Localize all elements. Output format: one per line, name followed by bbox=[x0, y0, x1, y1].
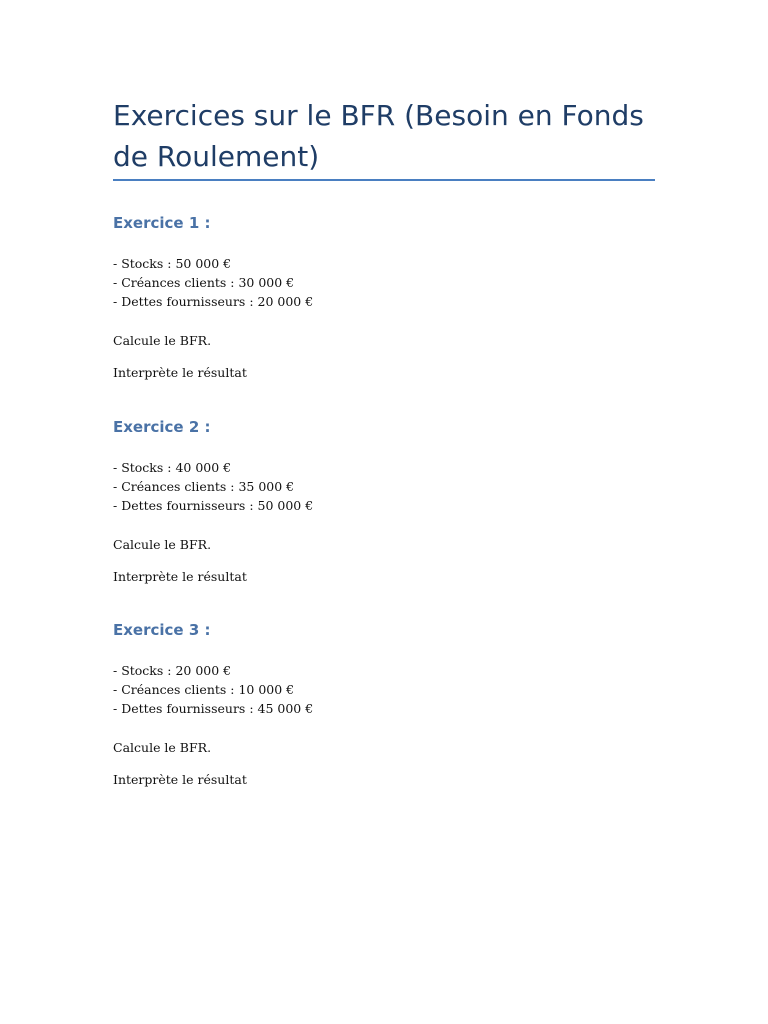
list-item: - Stocks : 50 000 € bbox=[113, 256, 232, 271]
exercise-heading: Exercice 3 : bbox=[113, 621, 211, 639]
list-item: - Dettes fournisseurs : 20 000 € bbox=[113, 294, 314, 310]
exercise-data-list bbox=[113, 458, 655, 516]
exercise-interpretation: Interprète le résultat bbox=[113, 568, 247, 584]
exercise-heading: Exercice 2 : bbox=[113, 418, 211, 436]
exercise-interpretation: Interprète le résultat bbox=[113, 364, 247, 380]
exercise-task: Calcule le BFR. bbox=[113, 739, 212, 755]
document-title: Exercices sur le BFR (Besoin en Fonds de Roulement) bbox=[113, 99, 644, 173]
exercise-heading: Exercice 1 : bbox=[113, 214, 211, 232]
list-item: - Dettes fournisseurs : 45 000 € bbox=[113, 701, 314, 717]
list-item: - Créances clients : 30 000 € bbox=[113, 275, 295, 291]
exercise-data-list bbox=[113, 661, 655, 719]
list-item: - Créances clients : 10 000 € bbox=[113, 682, 295, 698]
title-divider bbox=[113, 179, 655, 181]
list-item: - Dettes fournisseurs : 50 000 € bbox=[113, 498, 314, 514]
exercise-3 bbox=[113, 620, 655, 789]
list-item: - Stocks : 20 000 € bbox=[113, 663, 232, 678]
exercise-2 bbox=[113, 417, 655, 586]
exercise-1 bbox=[113, 213, 655, 382]
exercise-interpretation: Interprète le résultat bbox=[113, 771, 247, 787]
exercise-data-list bbox=[113, 254, 655, 312]
exercise-task: Calcule le BFR. bbox=[113, 536, 212, 552]
list-item: - Stocks : 40 000 € bbox=[113, 460, 232, 475]
list-item: - Créances clients : 35 000 € bbox=[113, 479, 295, 495]
exercise-task: Calcule le BFR. bbox=[113, 332, 212, 348]
